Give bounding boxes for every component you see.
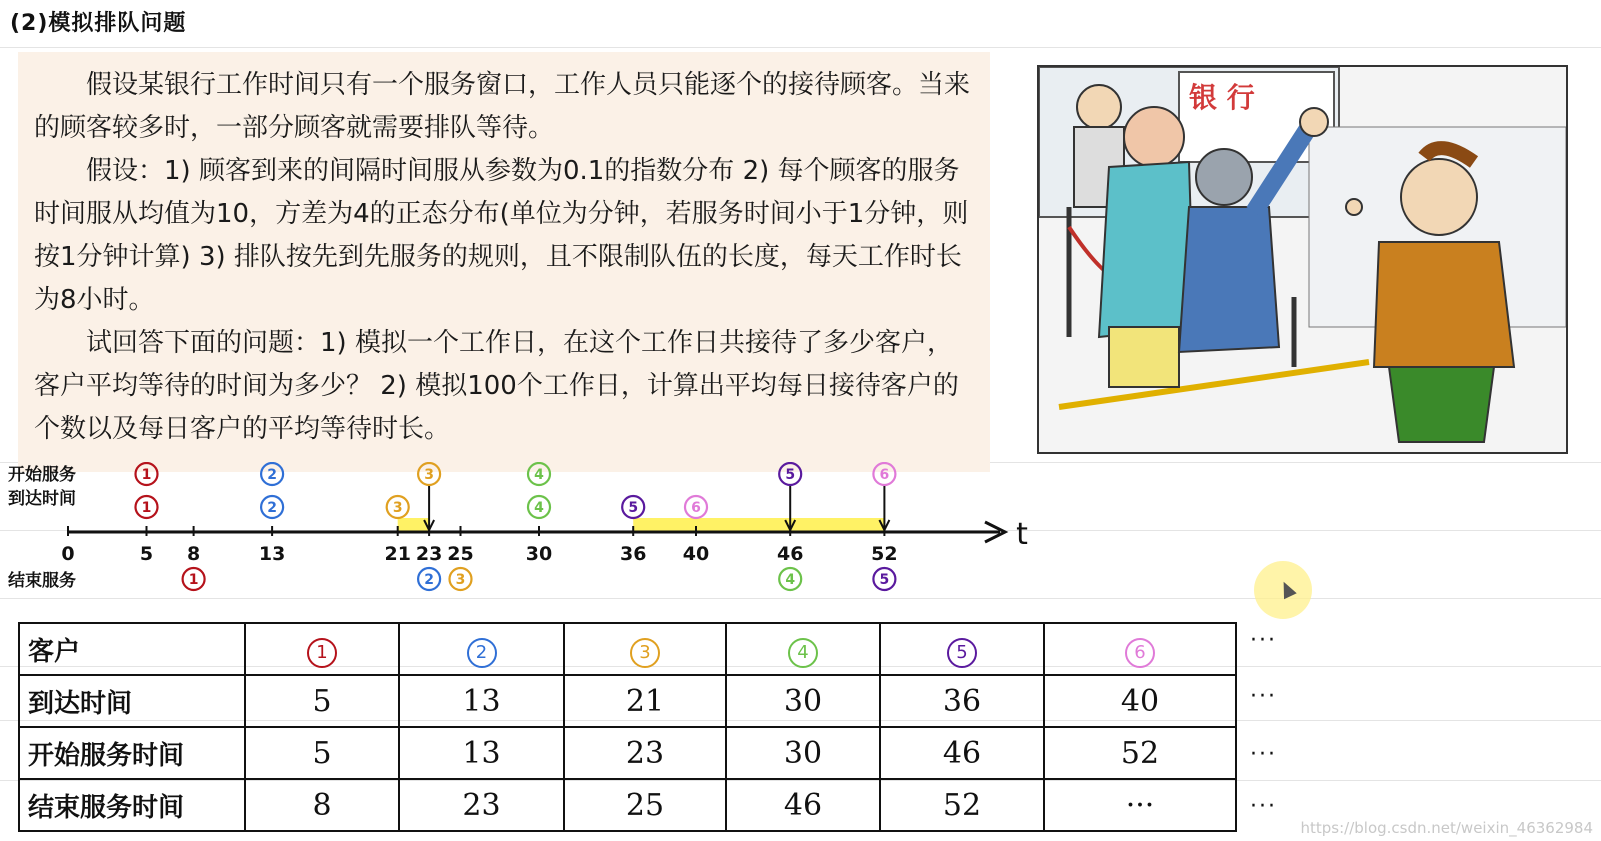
customer-number-circle: 6 <box>1125 638 1155 668</box>
table-row <box>19 779 1236 831</box>
bank-queue-illustration <box>1037 65 1568 454</box>
table-cell: 13 <box>399 675 564 727</box>
table-continuation: ··· <box>1250 742 1277 767</box>
table-cell: 5 <box>245 727 399 779</box>
tick-label: 36 <box>619 543 647 565</box>
wait-highlight <box>633 518 884 532</box>
tick-label: 13 <box>258 543 286 565</box>
table-continuation: ··· <box>1250 794 1277 819</box>
label-arrival: 到达时间 <box>8 489 76 509</box>
start-service-marker-label: 3 <box>424 467 434 483</box>
table-cell: 52 <box>880 779 1044 831</box>
mouse-cursor <box>1254 561 1312 619</box>
end-service-marker-label: 5 <box>879 572 890 588</box>
table-row <box>19 727 1236 779</box>
timeline <box>0 462 1100 612</box>
customer-number-circle: 2 <box>467 638 497 668</box>
table-cell: 30 <box>726 727 880 779</box>
table-cell <box>399 623 564 675</box>
table-cell: 46 <box>726 779 880 831</box>
table-cell: 8 <box>245 779 399 831</box>
table-cell: 13 <box>399 727 564 779</box>
arrival-marker-label: 6 <box>691 500 701 516</box>
axis-label: t <box>1016 517 1028 552</box>
tick-label: 0 <box>61 543 75 565</box>
table-cell: 21 <box>564 675 726 727</box>
row-header-start: 开始服务时间 <box>19 727 245 779</box>
table-cell: 23 <box>399 779 564 831</box>
label-start-service: 开始服务 <box>8 465 76 485</box>
table-continuation: ··· <box>1250 684 1277 709</box>
tick-label: 23 <box>415 543 443 565</box>
problem-paragraph-2: 假设：1) 顾客到来的间隔时间服从参数为0.1的指数分布 2) 每个顾客的服务时间服从均值为10，方差为4的正态分布(单位为分钟，若服务时间小于1分钟，则按1分钟计算) 3) 排队按先到先服务的规则，且不限制队伍的长度，每天工作时长为8小时。 <box>34 156 969 315</box>
table-cell: ··· <box>1044 779 1236 831</box>
label-end-service: 结束服务 <box>8 571 76 591</box>
problem-paragraph-1: 假设某银行工作时间只有一个服务窗口，工作人员只能逐个的接待顾客。当来的顾客较多时，一部分顾客就需要排队等待。 <box>34 70 971 143</box>
table-cell <box>564 623 726 675</box>
start-service-marker-label: 4 <box>534 467 544 483</box>
tick-label: 5 <box>139 543 154 565</box>
customer-number-circle: 3 <box>630 638 660 668</box>
tick-label: 40 <box>682 543 710 565</box>
table-row <box>19 623 1236 675</box>
table-row <box>19 675 1236 727</box>
table-cell <box>880 623 1044 675</box>
table-cell <box>726 623 880 675</box>
tick-label: 46 <box>776 543 804 565</box>
bank-sign: 银 行 <box>1189 81 1255 114</box>
table-cell: 30 <box>726 675 880 727</box>
start-service-marker-label: 1 <box>141 467 152 483</box>
table-cell <box>1044 623 1236 675</box>
tick-label: 30 <box>525 543 553 565</box>
arrival-marker-label: 2 <box>267 500 277 516</box>
watermark: https://blog.csdn.net/weixin_46362984 <box>1300 819 1593 837</box>
end-service-marker-label: 1 <box>188 572 199 588</box>
arrival-marker-label: 3 <box>392 500 403 516</box>
table-cell: 5 <box>245 675 399 727</box>
cursor-arrow-icon <box>1277 579 1296 599</box>
start-service-marker-label: 2 <box>267 467 277 483</box>
table-cell: 36 <box>880 675 1044 727</box>
end-service-marker-label: 4 <box>785 572 796 588</box>
end-service-marker-label: 2 <box>424 572 434 588</box>
table-cell <box>245 623 399 675</box>
table-continuation: ··· <box>1250 628 1277 653</box>
tick-label: 21 <box>384 543 411 565</box>
row-header-customer: 客户 <box>19 623 245 675</box>
arrival-marker-label: 5 <box>628 500 639 516</box>
table-cell: 25 <box>564 779 726 831</box>
table-cell: 40 <box>1044 675 1236 727</box>
table-cell: 46 <box>880 727 1044 779</box>
customer-table <box>18 622 1237 832</box>
table-cell: 52 <box>1044 727 1236 779</box>
table-cell: 23 <box>564 727 726 779</box>
rule-line <box>0 47 1601 48</box>
start-service-marker-label: 5 <box>785 467 796 483</box>
tick-label: 8 <box>186 543 201 565</box>
customer-number-circle: 5 <box>947 638 977 668</box>
arrival-marker-label: 1 <box>141 500 152 516</box>
arrival-marker-label: 4 <box>534 500 544 516</box>
end-service-marker-label: 3 <box>455 572 466 588</box>
row-header-arrival: 到达时间 <box>19 675 245 727</box>
start-service-marker-label: 6 <box>879 467 890 483</box>
section-heading: (2)模拟排队问题 <box>10 11 187 36</box>
tick-label: 25 <box>447 543 474 565</box>
customer-number-circle: 4 <box>788 638 818 668</box>
tick-label: 52 <box>871 543 898 565</box>
customer-number-circle: 1 <box>307 638 337 668</box>
problem-paragraph-3: 试回答下面的问题：1) 模拟一个工作日，在这个工作日共接待了多少客户，客户平均等待的时间为多少？ 2) 模拟100个工作日，计算出平均每日接待客户的个数以及每日客户的平均等待时长。 <box>34 328 959 444</box>
row-header-end: 结束服务时间 <box>19 779 245 831</box>
